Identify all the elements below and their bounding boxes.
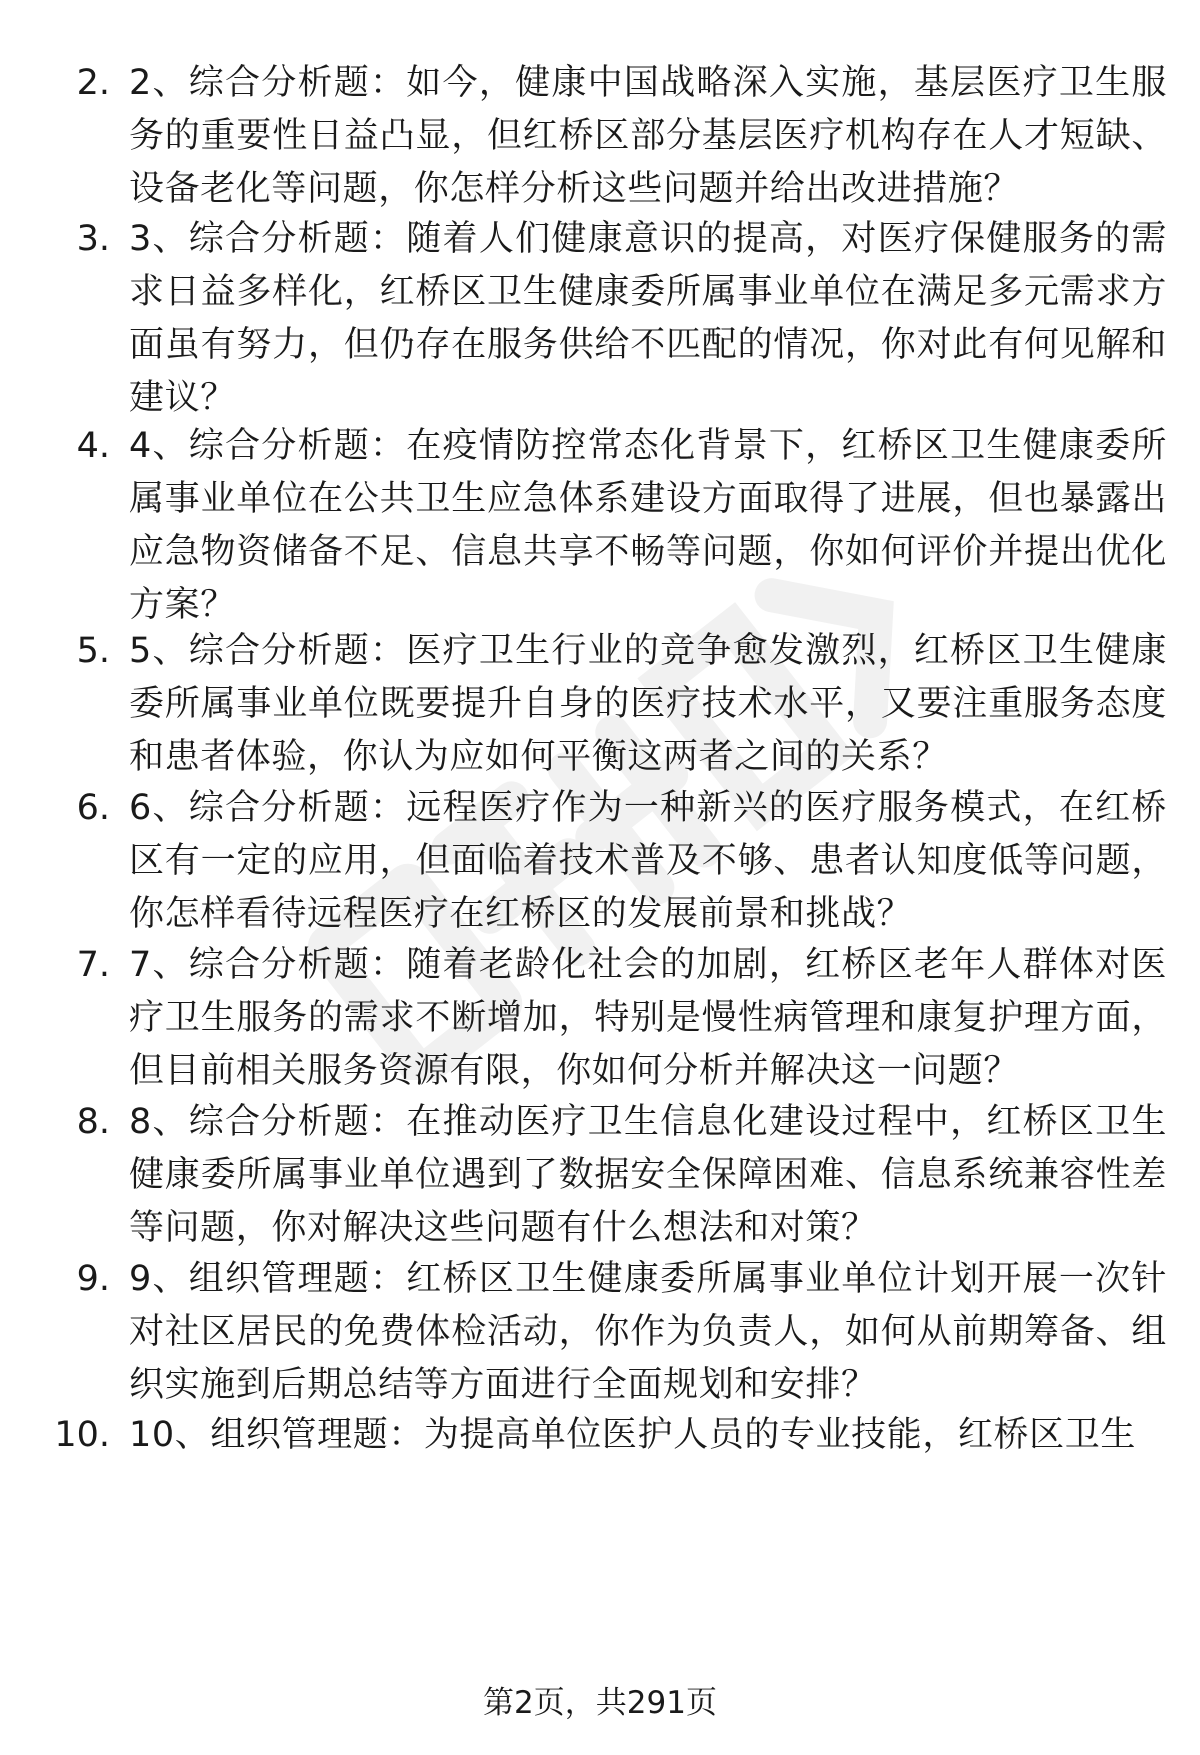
list-item-number: 2. xyxy=(76,63,110,103)
list-item-number: 3. xyxy=(76,219,110,259)
list-item-text: 5、综合分析题：医疗卫生行业的竞争愈发激烈，红桥区卫生健康委所属事业单位既要提升自身的医疗技术水平，又要注重服务态度和患者体验，你认为应如何平衡这两者之间的关系？ xyxy=(129,631,1167,777)
list-item-number: 7. xyxy=(76,945,110,985)
list-item-number: 10. xyxy=(54,1415,110,1455)
list-item-number: 9. xyxy=(76,1259,110,1299)
list-item-number: 5. xyxy=(76,631,110,671)
list-item-text: 4、综合分析题：在疫情防控常态化背景下，红桥区卫生健康委所属事业单位在公共卫生应急体系建设方面取得了进展，但也暴露出应急物资储备不足、信息共享不畅等问题，你如何评价并提出优化方案？ xyxy=(129,426,1167,625)
list-item-text: 9、组织管理题：红桥区卫生健康委所属事业单位计划开展一次针对社区居民的免费体检活动，你作为负责人，如何从前期筹备、组织实施到后期总结等方面进行全面规划和安排？ xyxy=(129,1259,1167,1405)
list-item-number: 6. xyxy=(76,788,110,828)
list-item-text: 7、综合分析题：随着老龄化社会的加剧，红桥区老年人群体对医疗卫生服务的需求不断增加，特别是慢性病管理和康复护理方面，但目前相关服务资源有限，你如何分析并解决这一问题？ xyxy=(129,945,1167,1091)
list-item-number: 4. xyxy=(76,426,110,466)
list-item-text: 8、综合分析题：在推动医疗卫生信息化建设过程中，红桥区卫生健康委所属事业单位遇到了数据安全保障困难、信息系统兼容性差等问题，你对解决这些问题有什么想法和对策？ xyxy=(129,1102,1167,1248)
page-number-footer: 第2页，共291页 xyxy=(483,1685,717,1721)
list-item-text: 10、组织管理题：为提高单位医护人员的专业技能，红桥区卫生 xyxy=(129,1415,1136,1455)
list-item-number: 8. xyxy=(76,1102,110,1142)
list-item-text: 6、综合分析题：远程医疗作为一种新兴的医疗服务模式，在红桥区有一定的应用，但面临着技术普及不够、患者认知度低等问题，你怎样看待远程医疗在红桥区的发展前景和挑战？ xyxy=(129,788,1167,934)
list-item-text: 3、综合分析题：随着人们健康意识的提高，对医疗保健服务的需求日益多样化，红桥区卫生健康委所属事业单位在满足多元需求方面虽有努力，但仍存在服务供给不匹配的情况，你对此有何见解和建议？ xyxy=(129,219,1167,418)
list-item-text: 2、综合分析题：如今，健康中国战略深入实施，基层医疗卫生服务的重要性日益凸显，但红桥区部分基层医疗机构存在人才短缺、设备老化等问题，你怎样分析这些问题并给出改进措施？ xyxy=(129,63,1167,209)
